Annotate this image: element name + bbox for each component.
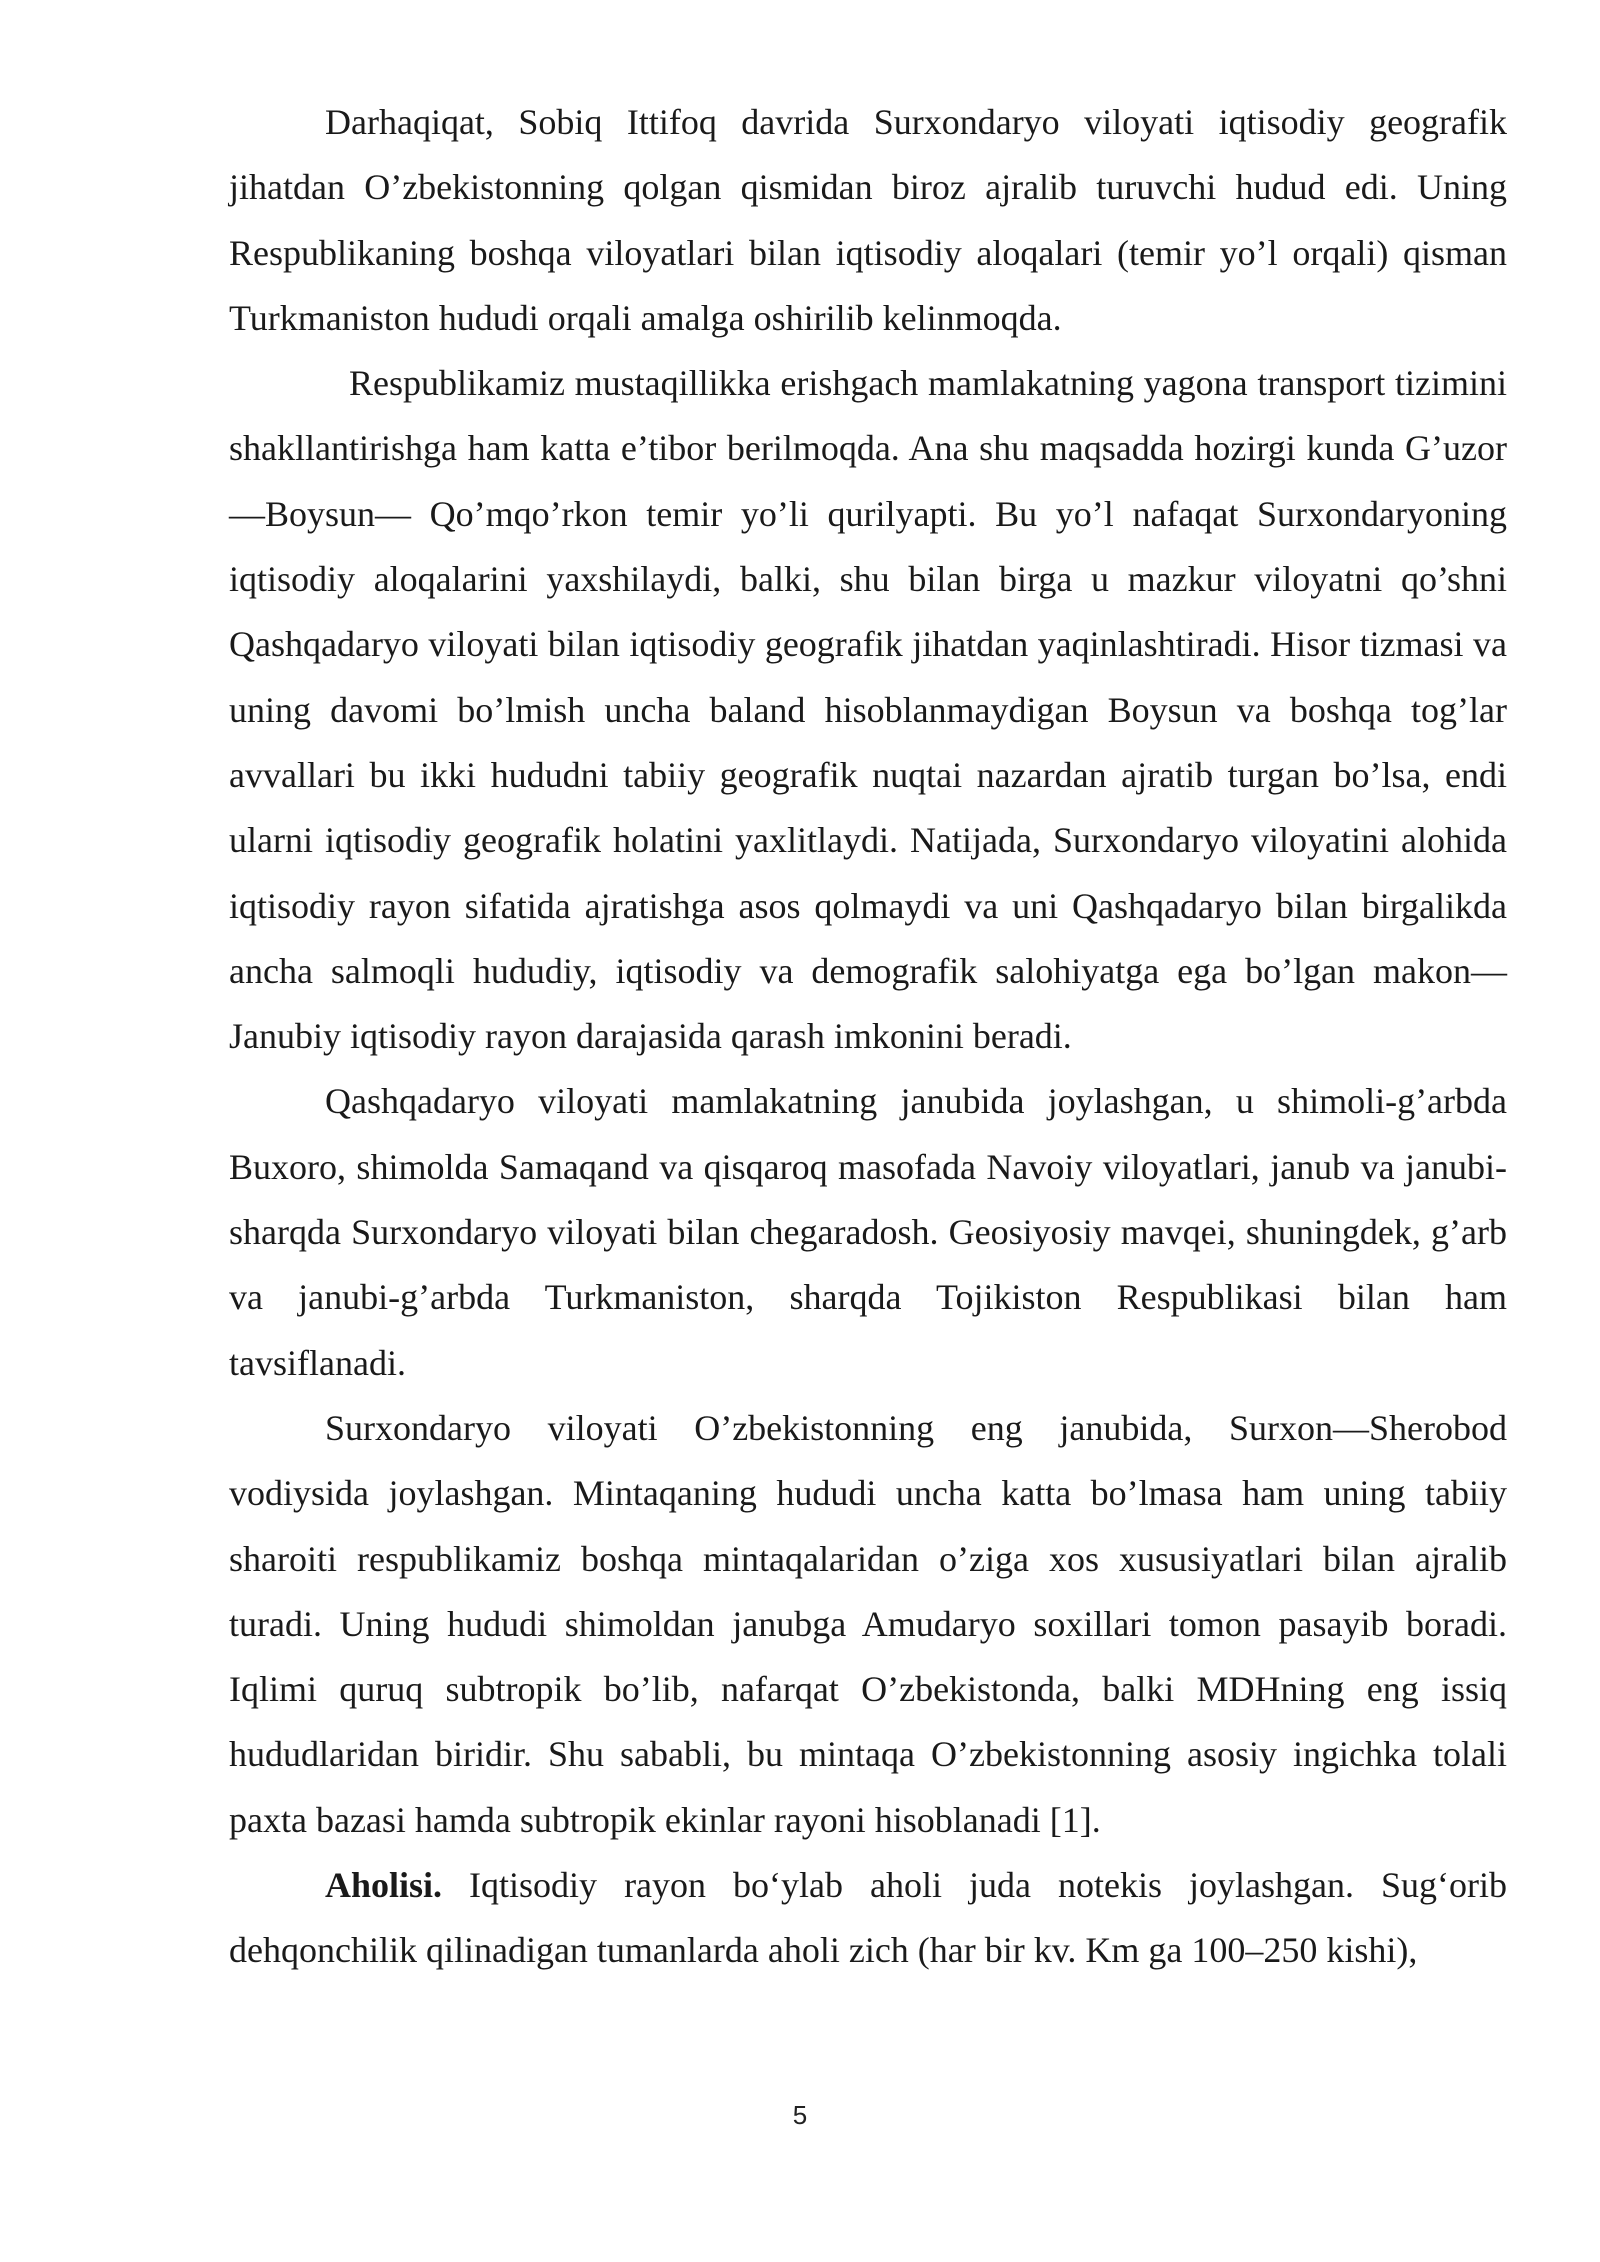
- paragraph-text: Iqtisodiy rayon bo‘ylab aholi juda notekis joylashgan. Sug‘orib dehqonchilik qilinadigan tumanlarda aholi zich (har bir kv. Km ga 100–250 kishi),: [229, 1865, 1507, 1971]
- paragraph: Qashqadaryo viloyati mamlakatning janubida joylashgan, u shimoli-g’arbda Buxoro, shimolda Samaqand va qisqaroq masofada Navoiy viloyatlari, janub va janubi-sharqda Surxondaryo viloyati bilan chegaradosh. Geosiyosiy mavqei, shuningdek, g’arb va janubi-g’arbda Turkmaniston, sharqda Tojikiston Respublikasi bilan ham tavsiflanadi.: [229, 1081, 1507, 1383]
- paragraph-aholisi: [229, 1853, 1507, 1984]
- section-lead-heading: Aholisi.: [325, 1865, 443, 1906]
- paragraph: Darhaqiqat, Sobiq Ittifoq davrida Surxondaryo viloyati iqtisodiy geografik jihatdan O’zbekistonning qolgan qismidan biroz ajralib turuvchi hudud edi. Uning Respublikaning boshqa viloyatlari bilan iqtisodiy aloqalari (temir yo’l orqali) qisman Turkmaniston hududi orqali amalga oshirilib kelinmoqda.: [229, 102, 1507, 338]
- paragraph: Respublikamiz mustaqillikka erishgach mamlakatning yagona transport tizimini shakllantirishga ham katta e’tibor berilmoqda. Ana shu maqsadda hozirgi kunda G’uzor—Boysun— Qo’mqo’rkon temir yo’li qurilyapti. Bu yo’l nafaqat Surxondaryoning iqtisodiy aloqalarini yaxshilaydi, balki, shu bilan birga u mazkur viloyatni qo’shni Qashqadaryo viloyati bilan iqtisodiy geografik jihatdan yaqinlashtiradi. Hisor tizmasi va uning davomi bo’lmish uncha baland hisoblanmaydigan Boysun va boshqa tog’lar avvallari bu ikki hududni tabiiy geografik nuqtai nazardan ajratib turgan bo’lsa, endi ularni iqtisodiy geografik holatini yaxlitlaydi. Natijada, Surxondaryo viloyatini alohida iqtisodiy rayon sifatida ajratishga asos qolmaydi va uni Qashqadaryo bilan birgalikda ancha salmoqli hududiy, iqtisodiy va demografik salohiyatga ega bo’lgan makon—Janubiy iqtisodiy rayon darajasida qarash imkonini beradi.: [229, 363, 1507, 1057]
- paragraph: Surxondaryo viloyati O’zbekistonning eng janubida, Surxon—Sherobod vodiysida joylashgan. Mintaqaning hududi uncha katta bo’lmasa ham uning tabiiy sharoiti respublikamiz boshqa mintaqalaridan o’ziga xos xususiyatlari bilan ajralib turadi. Uning hududi shimoldan janubga Amudaryo soxillari tomon pasayib boradi. Iqlimi quruq subtropik bo’lib, nafarqat O’zbekistonda, balki MDHning eng issiq hududlaridan biridir. Shu sababli, bu mintaqa O’zbekistonning asosiy ingichka tolali paxta bazasi hamda subtropik ekinlar rayoni hisoblanadi [1].: [229, 1407, 1507, 1840]
- page-number: 5: [792, 2100, 808, 2130]
- body-text: [229, 90, 1507, 1984]
